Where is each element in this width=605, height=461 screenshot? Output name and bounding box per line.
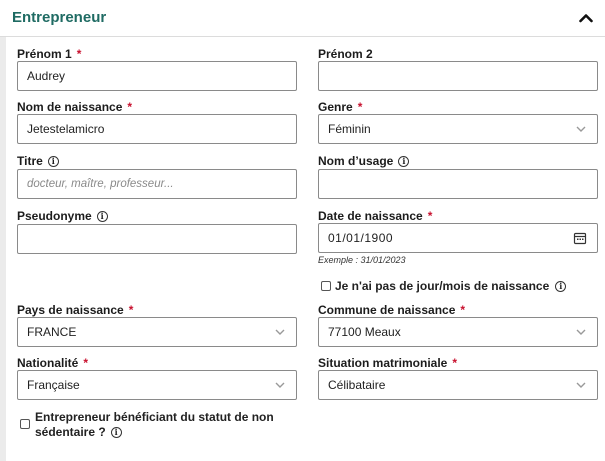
date-naissance-input[interactable]: 01/01/1900: [318, 223, 598, 253]
situation-select[interactable]: Célibataire: [318, 370, 598, 400]
situation-label: Situation matrimoniale *: [318, 356, 458, 370]
calendar-icon[interactable]: [573, 231, 587, 245]
nom-naissance-input[interactable]: Jetestelamicro: [17, 114, 297, 144]
chevron-down-icon: [274, 327, 286, 337]
prenom1-input[interactable]: Audrey: [17, 61, 297, 91]
titre-input[interactable]: docteur, maître, professeur...: [17, 169, 297, 199]
chevron-down-icon: [575, 124, 587, 134]
non-sedentaire-checkbox-row[interactable]: [20, 410, 274, 440]
pseudonyme-label: Pseudonyme i: [17, 209, 108, 223]
non-sedentaire-checkbox[interactable]: [20, 419, 30, 429]
genre-select[interactable]: Féminin: [318, 114, 598, 144]
info-icon[interactable]: i: [555, 281, 566, 292]
nationalite-label: Nationalité *: [17, 356, 89, 370]
date-naissance-label: Date de naissance *: [318, 209, 433, 223]
nom-usage-input[interactable]: [318, 169, 598, 199]
chevron-down-icon: [274, 380, 286, 390]
pseudonyme-input[interactable]: [17, 224, 297, 254]
info-icon[interactable]: i: [97, 211, 108, 222]
genre-label: Genre *: [318, 100, 363, 114]
commune-naissance-label: Commune de naissance *: [318, 303, 466, 317]
date-hint: Exemple : 31/01/2023: [318, 255, 406, 265]
chevron-up-icon[interactable]: [575, 7, 597, 29]
prenom1-label: Prénom 1 *: [17, 47, 82, 61]
chevron-down-icon: [575, 380, 587, 390]
no-day-month-checkbox-row[interactable]: Je n'ai pas de jour/mois de naissance i: [321, 279, 566, 293]
pays-naissance-label: Pays de naissance *: [17, 303, 134, 317]
nom-usage-label: Nom d’usage i: [318, 154, 409, 168]
info-icon[interactable]: i: [111, 427, 122, 438]
chevron-down-icon: [575, 327, 587, 337]
section-header[interactable]: [0, 0, 605, 37]
non-sedentaire-label: Entrepreneur bénéficiant du statut de non sédentaire ? i: [35, 410, 274, 439]
nationalite-select[interactable]: Française: [17, 370, 297, 400]
info-icon[interactable]: i: [398, 156, 409, 167]
section-title: Entrepreneur: [12, 9, 107, 26]
no-day-month-checkbox[interactable]: [321, 281, 331, 291]
commune-naissance-select[interactable]: 77100 Meaux: [318, 317, 598, 347]
prenom2-input[interactable]: [318, 61, 598, 91]
titre-label: Titre i: [17, 154, 59, 168]
nom-naissance-label: Nom de naissance *: [17, 100, 133, 114]
prenom2-label: Prénom 2: [318, 47, 373, 61]
pays-naissance-select[interactable]: FRANCE: [17, 317, 297, 347]
form-panel: [6, 37, 605, 461]
info-icon[interactable]: i: [48, 156, 59, 167]
